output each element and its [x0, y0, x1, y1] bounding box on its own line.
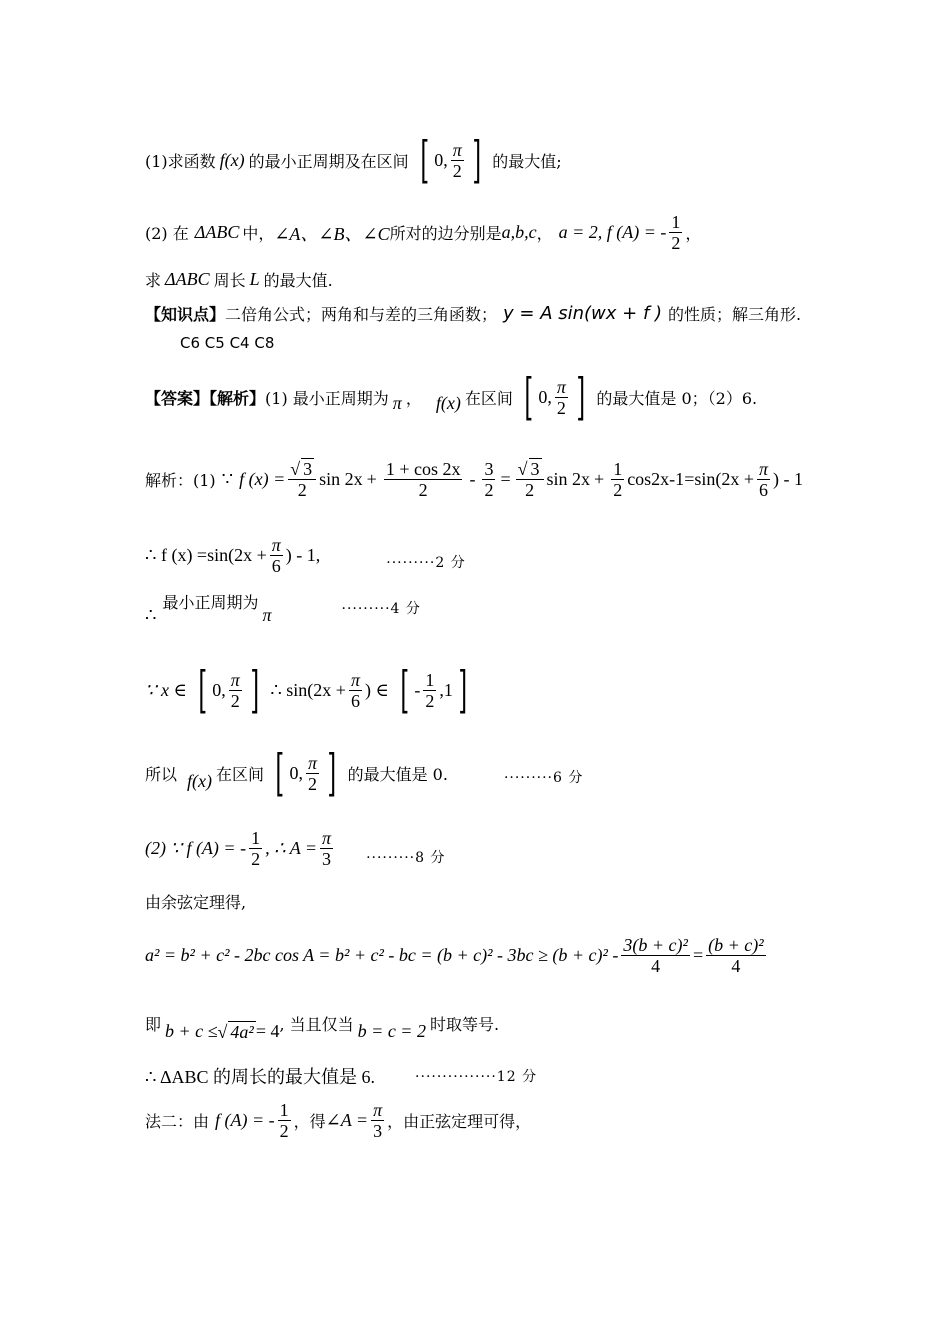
math-sin: ∴ sin(2x +: [270, 679, 346, 700]
answer-label: 【答案】【解析】: [145, 388, 266, 408]
equals: =: [500, 468, 511, 489]
text: 即: [145, 1015, 162, 1034]
math-L: L: [249, 269, 260, 289]
equals: =: [684, 468, 695, 489]
text: 所以: [145, 764, 178, 784]
math-expr: a² = b² + c² - 2bc cos A = b² + c² - bc = (b + c)² - 3bc ≥ (b + c)² -: [145, 945, 619, 965]
math-triangle: ΔABC: [194, 222, 240, 242]
math-pi: π: [392, 392, 402, 413]
denominator: 2: [297, 480, 307, 500]
text: 解析：(1): [145, 470, 216, 490]
question-2: [145, 212, 701, 253]
math-cos2x: cos2x-1: [627, 468, 685, 489]
numerator: 1: [425, 669, 435, 690]
solution-line-8: [145, 935, 769, 976]
math-lhs: f (x) =: [239, 468, 286, 489]
text: 法二：由: [145, 1112, 210, 1131]
text: ，由正弦定理可得，: [387, 1112, 532, 1131]
question-1: [145, 131, 562, 189]
text: , 当且仅当: [279, 1015, 354, 1034]
math-prefix: (2) ∵ f (A) = -: [145, 838, 247, 858]
math-sin2x: sin 2x: [546, 468, 591, 489]
solution-line-6: [145, 828, 445, 869]
denominator: 2: [556, 397, 566, 418]
denominator: 4: [731, 956, 741, 976]
math-angle: ∠A =: [325, 1110, 369, 1130]
text: 周长: [213, 271, 246, 290]
math-fx: f(x): [435, 392, 461, 413]
numerator: π: [759, 458, 769, 479]
math-expr: = 4: [255, 1021, 280, 1041]
math-fx: f(x): [219, 149, 245, 170]
text: 的性质；解三角形.: [668, 305, 802, 324]
numerator: π: [230, 669, 240, 690]
denominator: 2: [452, 160, 462, 181]
text: 所对的边分别是: [389, 224, 502, 243]
math-triangle: ΔABC: [165, 269, 210, 289]
numerator: π: [452, 139, 462, 160]
math-mid: , ∴ A =: [265, 838, 318, 858]
math-formula: y = A sin(wx + f ): [503, 303, 663, 324]
text: 的最小正周期及在区间: [248, 151, 409, 171]
numerator: π: [322, 828, 332, 848]
denominator: 2: [671, 233, 681, 253]
text: ，: [536, 224, 553, 243]
denominator: 2: [230, 690, 240, 711]
therefore-symbol: ∴: [145, 605, 157, 625]
interval-0-pi-2: [ 0, $\frac{\pi}{2}$ ]: [420, 131, 481, 189]
text: (1) 最小正周期为: [265, 388, 389, 408]
text: ，得: [293, 1112, 326, 1131]
text: ∴ ΔABC 的周长的最大值是 6.: [145, 1067, 376, 1087]
math-close: ) - 1,: [285, 545, 321, 565]
interval-0-pi-2: [ 0, $\frac{\pi}{2}$ ]: [275, 744, 337, 802]
text: 在区间: [464, 388, 513, 408]
interval-0-pi-2: [ 0, $\frac{\pi}{2}$ ]: [198, 661, 259, 719]
numerator: π: [308, 752, 318, 773]
numerator: π: [271, 535, 281, 555]
text: ，: [685, 224, 702, 243]
solution-line-1: 解析：(1) ∵ f (x) = $\frac{√ 3}{2}$ sin 2x + $\frac{1 + \cos 2x}{2}$ - $\frac{3}{2}$ = $\frac{√ 3}{2}$ sin 2x + $\frac{1}{2}$ cos2x-1 = sin(2x + $\frac{\pi}{6}$ ) - 1: [145, 458, 804, 500]
text: (1)求函数: [145, 151, 216, 171]
math-fx: f(x): [187, 770, 212, 791]
denominator: 2: [251, 849, 261, 869]
score-marker: ·········2 分: [386, 554, 466, 571]
solution-line-3: [145, 590, 421, 625]
radicand: 3: [530, 459, 540, 479]
minus: -: [469, 468, 476, 489]
math-comma-1: ,1: [439, 679, 453, 700]
question-2-line-2: [145, 268, 333, 291]
math-condition: b = c = 2: [357, 1021, 426, 1041]
score-marker: ·········4 分: [341, 600, 421, 617]
text: 由余弦定理得,: [145, 893, 247, 912]
denominator: 2: [613, 479, 623, 500]
denominator: 4: [651, 956, 661, 976]
math-because: ∵ x ∈: [145, 679, 187, 700]
because-symbol: ∵: [221, 468, 234, 489]
minus: -: [414, 679, 421, 700]
denominator: 6: [350, 690, 360, 711]
denominator: 3: [373, 1121, 383, 1141]
math-angles: ∠A、∠B、∠C: [274, 223, 390, 244]
numerator: 3: [484, 458, 494, 479]
denominator: 6: [759, 479, 769, 500]
numerator: 1: [251, 828, 261, 848]
math-f: f (A) = -: [215, 1110, 275, 1130]
text: 的最大值是 0；（2）6.: [596, 388, 758, 408]
denominator: 3: [322, 849, 332, 869]
math-condition: a = 2, f (A) = -: [558, 222, 667, 242]
text: 的最大值是 0.: [347, 764, 448, 784]
text: ，: [405, 388, 422, 408]
text: 时取等号.: [429, 1015, 500, 1034]
solution-line-5: [145, 744, 584, 802]
numerator: 1: [279, 1100, 289, 1120]
solution-line-4: [145, 661, 478, 719]
math-rhs: sin(2x +: [694, 468, 754, 489]
text: 在区间: [216, 764, 265, 784]
math-close: ) ∈: [364, 679, 389, 700]
solution-line-9: 即 b + c ≤ √ 4a² = 4 , 当且仅当 b = c = 2 时取等号.: [145, 1012, 499, 1035]
numerator: 3(b + c)²: [623, 935, 688, 955]
score-marker: ·········6 分: [503, 770, 584, 786]
plus: +: [366, 468, 377, 489]
knowledge-label: 【知识点】: [145, 305, 226, 324]
score-marker: ···············12 分: [415, 1069, 538, 1085]
solution-line-10: [145, 1063, 537, 1089]
math-close: ) - 1: [773, 468, 804, 489]
denominator: 2: [308, 773, 318, 794]
numerator: π: [350, 669, 360, 690]
denominator: 2: [484, 479, 494, 500]
solution-line-7: [145, 890, 246, 913]
plus: +: [594, 468, 605, 489]
solution-line-2: [145, 535, 466, 576]
math-sides: a,b,c: [501, 222, 537, 242]
codes: [180, 334, 274, 352]
math-sin2x: sin 2x: [319, 468, 363, 489]
text: 最小正周期为: [162, 593, 259, 612]
text: 的最大值.: [263, 271, 333, 290]
text: 求: [145, 271, 162, 290]
numerator: (b + c)²: [708, 935, 764, 955]
denominator: 2: [418, 479, 428, 500]
equals: =: [692, 945, 704, 965]
numerator: π: [373, 1100, 383, 1120]
denominator: 2: [525, 480, 535, 500]
solution-line-11: [145, 1100, 531, 1141]
denominator: 6: [271, 556, 281, 576]
knowledge-points: [145, 302, 801, 325]
answer-line: [145, 368, 758, 426]
code-list: C6 C5 C4 C8: [180, 334, 275, 352]
text: (2) 在: [145, 224, 189, 243]
text: 二倍角公式；两角和与差的三角函数；: [225, 305, 498, 324]
text: 的最大值;: [492, 151, 562, 171]
denominator: 2: [425, 690, 435, 711]
radicand: 4a²: [230, 1021, 254, 1042]
numerator: 1: [613, 458, 623, 479]
denominator: 2: [279, 1121, 289, 1141]
math-expr: b + c ≤: [165, 1021, 218, 1041]
numerator: 1: [671, 212, 681, 232]
interval-neg-half-1: [ - $\frac{1}{2}$ ,1 ]: [400, 661, 467, 719]
interval-0-pi-2: [ 0, $\frac{\pi}{2}$ ]: [524, 368, 586, 426]
math-lhs: ∴ f (x) =sin(2x +: [145, 545, 267, 565]
score-marker: ·········8 分: [366, 849, 446, 866]
numerator: 1 + cos 2x: [385, 458, 461, 479]
radicand: 3: [303, 459, 313, 479]
numerator: π: [556, 376, 566, 397]
math-pi: π: [262, 605, 272, 625]
text: 中，: [242, 224, 275, 243]
